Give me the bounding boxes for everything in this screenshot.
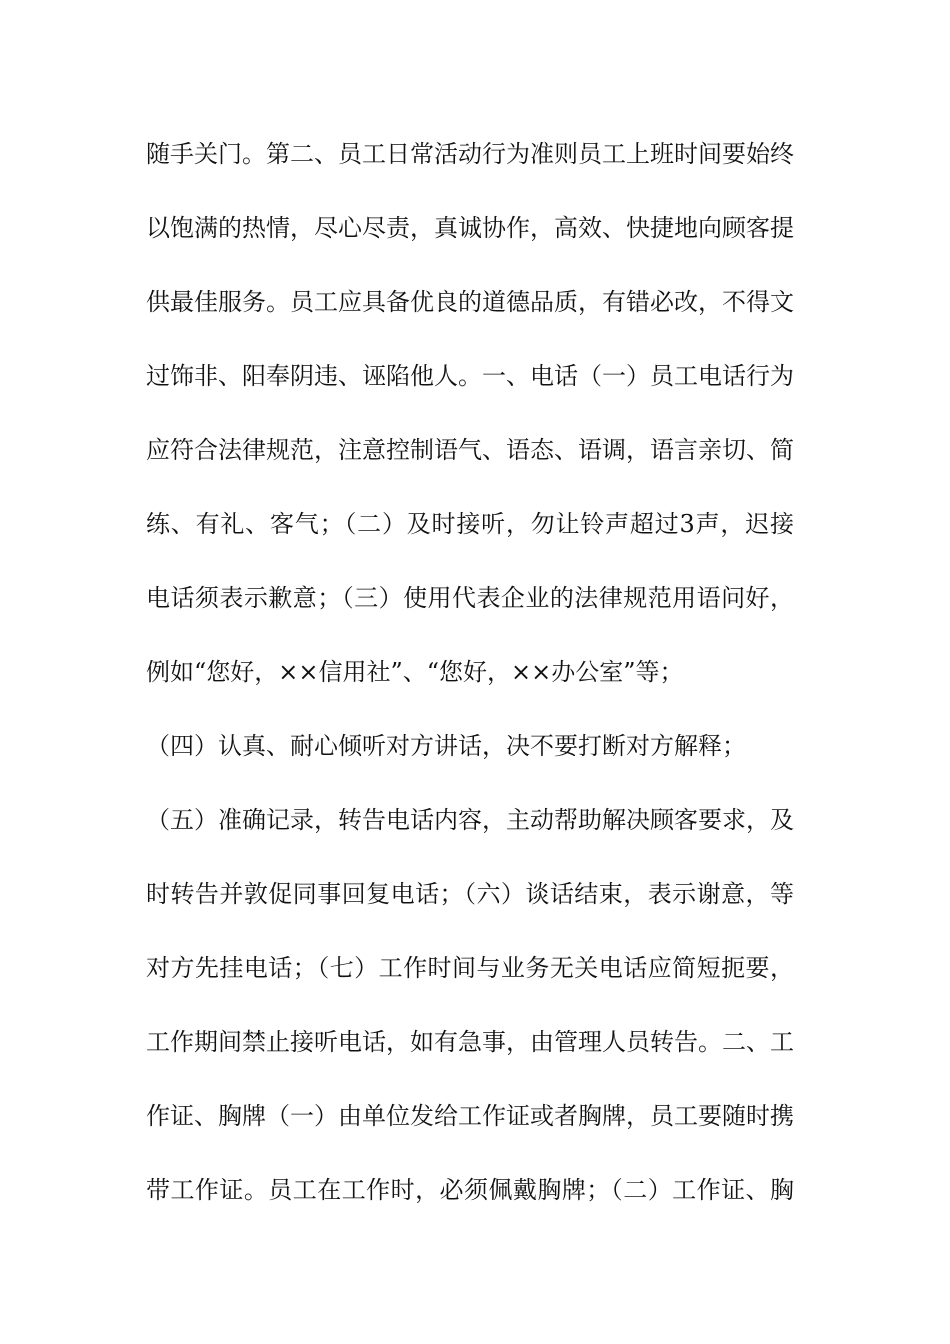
text-line-9: （四）认真、耐心倾听对方讲话，决不要打断对方解释；: [146, 732, 746, 760]
body-text: [146, 130, 794, 1240]
text-line-12: 对方先挂电话；（七）工作时间与业务无关电话应简短扼要，: [146, 954, 794, 982]
text-line-15: 带工作证。员工在工作时，必须佩戴胸牌；（二）工作证、胸: [146, 1176, 794, 1204]
text-line-2: 以饱满的热情，尽心尽责，真诚协作，高效、快捷地向顾客提: [146, 214, 794, 242]
text-line-4: 过饰非、阳奉阴违、诬陷他人。一、电话（一）员工电话行为: [146, 362, 794, 390]
text-line-13: 工作期间禁止接听电话，如有急事，由管理人员转告。二、工: [146, 1028, 794, 1056]
text-line-14: 作证、胸牌（一）由单位发给工作证或者胸牌，员工要随时携: [146, 1102, 794, 1130]
text-line-8: 例如“您好，××信用社”、“您好，××办公室”等；: [146, 658, 684, 686]
text-line-6: 练、有礼、客气；（二）及时接听，勿让铃声超过3声，迟接: [146, 510, 794, 538]
text-line-10: （五）准确记录，转告电话内容，主动帮助解决顾客要求，及: [146, 806, 794, 834]
text-line-1: 随手关门。第二、员工日常活动行为准则员工上班时间要始终: [146, 140, 794, 168]
text-line-5: 应符合法律规范，注意控制语气、语态、语调，语言亲切、简: [146, 436, 794, 464]
text-line-11: 时转告并敦促同事回复电话；（六）谈话结束，表示谢意，等: [146, 880, 794, 908]
text-line-3: 供最佳服务。员工应具备优良的道德品质，有错必改，不得文: [146, 288, 794, 316]
text-line-7: 电话须表示歉意；（三）使用代表企业的法律规范用语问好，: [146, 584, 794, 612]
